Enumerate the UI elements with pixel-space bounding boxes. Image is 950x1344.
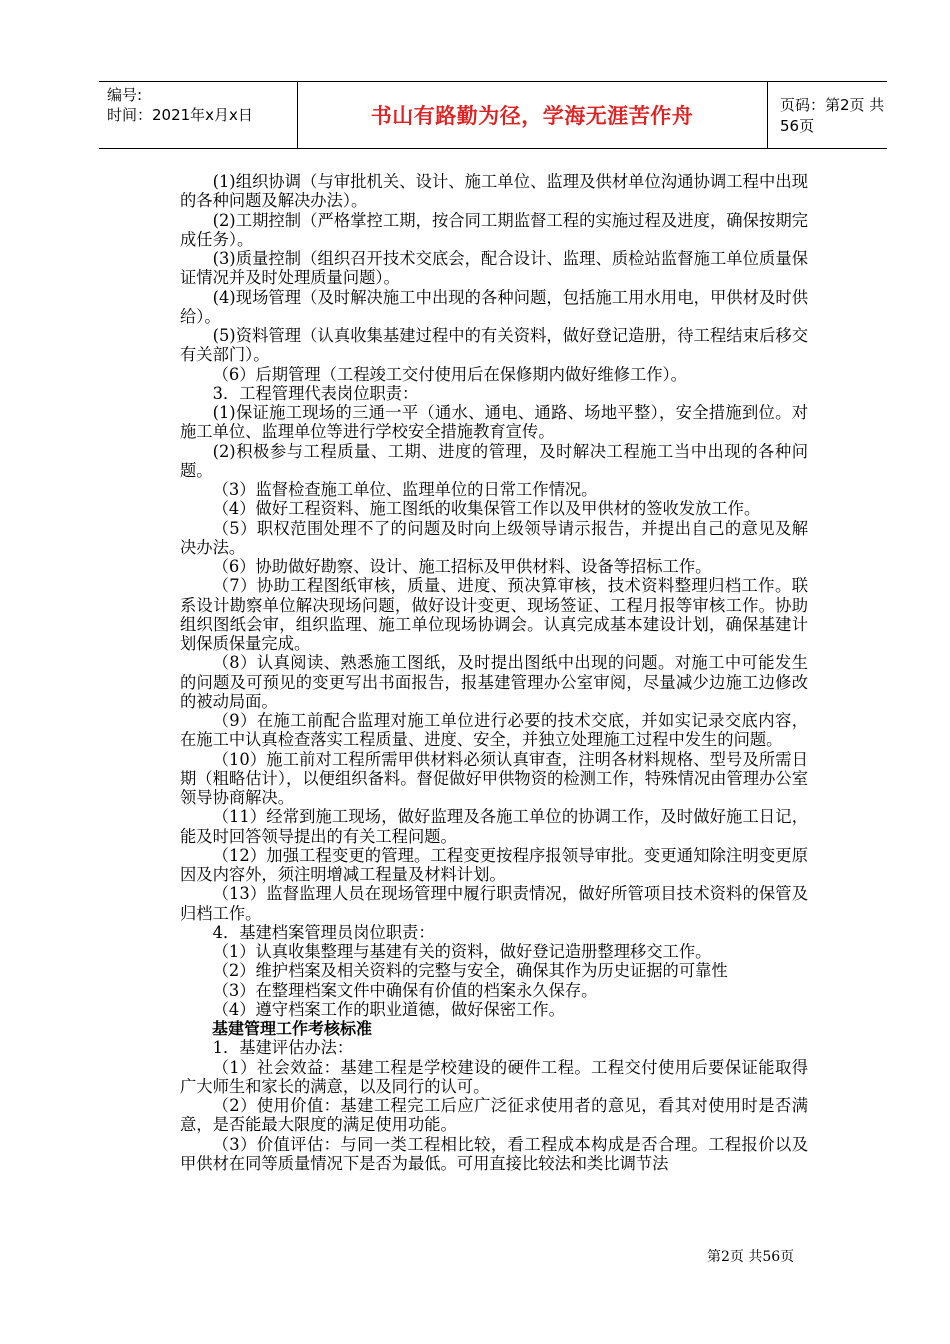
paragraph: （2）维护档案及相关资料的完整与安全，确保其作为历史证据的可靠性	[212, 961, 728, 981]
motto: 书山有路勤为径，学海无涯苦作舟	[370, 104, 694, 128]
paragraph: （6）后期管理（工程竣工交付使用后在保修期内做好维修工作）。	[212, 364, 687, 384]
paragraph: (2)积极参与工程质量、工期、进度的管理，及时解决工程施工当中出现的各种问题。	[180, 441, 808, 480]
paragraph: （4）做好工程资料、施工图纸的收集保管工作以及甲供材的签收发放工作。	[212, 499, 761, 519]
paragraph: （2）使用价值：基建工程完工后应广泛征求使用者的意见，看其对使用时是否满意，是否能最大限度的满足使用功能。	[180, 1096, 808, 1135]
page-header	[99, 81, 887, 149]
section-heading: 1．基建评估办法：	[212, 1038, 354, 1058]
paragraph: （13）监督监理人员在现场管理中履行职责情况，做好所管项目技术资料的保管及归档工作。	[180, 884, 808, 923]
paragraph: (1)组织协调（与审批机关、设计、施工单位、监理及供材单位沟通协调工程中出现的各种问题及解决办法）。	[180, 172, 808, 211]
time-label: 时间：2021年x月x日	[107, 106, 253, 124]
paragraph: （10）施工前对工程所需甲供材料必须认真审查，注明各材料规格、型号及所需日期（粗略估计），以便组织备料。督促做好甲供物资的检测工作，特殊情况由管理办公室领导协商解决。	[180, 749, 808, 807]
section-heading: 4．基建档案管理员岗位职责：	[212, 922, 435, 942]
paragraph: （1）认真收集整理与基建有关的资料，做好登记造册整理移交工作。	[212, 942, 712, 961]
paragraph: （8）认真阅读、熟悉施工图纸，及时提出图纸中出现的问题。对施工中可能发生的问题及可预见的变更写出书面报告，报基建管理办公室审阅，尽量减少边施工边修改的被动局面。	[180, 653, 808, 711]
paragraph: (2)工期控制（严格掌控工期，按合同工期监督工程的实施过程及进度，确保按期完成任务）。	[180, 210, 808, 249]
page-info: 页码：第2页 共56页	[780, 96, 885, 135]
paragraph: （3）价值评估：与同一类工程相比较，看工程成本构成是否合理。工程报价以及甲供材在同等质量情况下是否为最低。可用直接比较法和类比调节法	[180, 1134, 808, 1173]
page-footer: 第2页 共56页	[707, 1249, 795, 1265]
paragraph: （4）遵守档案工作的职业道德，做好保密工作。	[212, 999, 565, 1019]
paragraph: （12）加强工程变更的管理。工程变更按程序报领导审批。变更通知除注明变更原因及内容外，须注明增减工程量及材料计划。	[180, 845, 808, 884]
header-motto-cell	[297, 82, 768, 148]
header-meta	[99, 82, 298, 148]
paragraph: （7）协助工程图纸审核，质量、进度、预决算审核，技术资料整理归档工作。联系设计勘察单位解决现场问题，做好设计变更、现场签证、工程月报等审核工作。协助组织图纸会审，组织监理、施工单位现场协调会。认真完成基本建设计划，确保基建计划保质保量完成。	[180, 576, 808, 653]
paragraph: （3）监督检查施工单位、监理单位的日常工作情况。	[212, 480, 598, 499]
paragraph: （3）在整理档案文件中确保有价值的档案永久保存。	[212, 980, 598, 1000]
paragraph: (3)质量控制（组织召开技术交底会，配合设计、监理、质检站监督施工单位质量保证情况并及时处理质量问题）。	[180, 249, 808, 288]
paragraph: （5）职权范围处理不了的问题及时向上级领导请示报告，并提出自己的意见及解决办法。	[180, 518, 808, 557]
paragraph: (4)现场管理（及时解决施工中出现的各种问题，包括施工用水用电，甲供材及时供给）。	[180, 287, 808, 326]
paragraph: （9）在施工前配合监理对施工单位进行必要的技术交底，并如实记录交底内容，在施工中认真检查落实工程质量、进度、安全，并独立处理施工过程中发生的问题。	[180, 711, 808, 750]
paragraph: （11）经常到施工现场，做好监理及各施工单位的协调工作，及时做好施工日记，能及时回答领导提出的有关工程问题。	[180, 807, 808, 846]
section-heading: 3．工程管理代表岗位职责：	[212, 383, 419, 403]
header-page-cell	[768, 82, 887, 148]
paragraph: (1)保证施工现场的三通一平（通水、通电、通路、场地平整），安全措施到位。对施工单位、监理单位等进行学校安全措施教育宣传。	[180, 403, 808, 442]
number-label: 编号:	[107, 86, 143, 104]
document-body	[180, 172, 808, 1173]
paragraph: （6）协助做好勘察、设计、施工招标及甲供材料、设备等招标工作。	[212, 557, 712, 576]
paragraph: (5)资料管理（认真收集基建过程中的有关资料，做好登记造册，待工程结束后移交有关部门）。	[180, 326, 808, 365]
paragraph: （1）社会效益：基建工程是学校建设的硬件工程。工程交付使用后要保证能取得广大师生和家长的满意，以及同行的认可。	[180, 1057, 808, 1096]
bold-heading: 基建管理工作考核标准	[212, 1019, 373, 1038]
